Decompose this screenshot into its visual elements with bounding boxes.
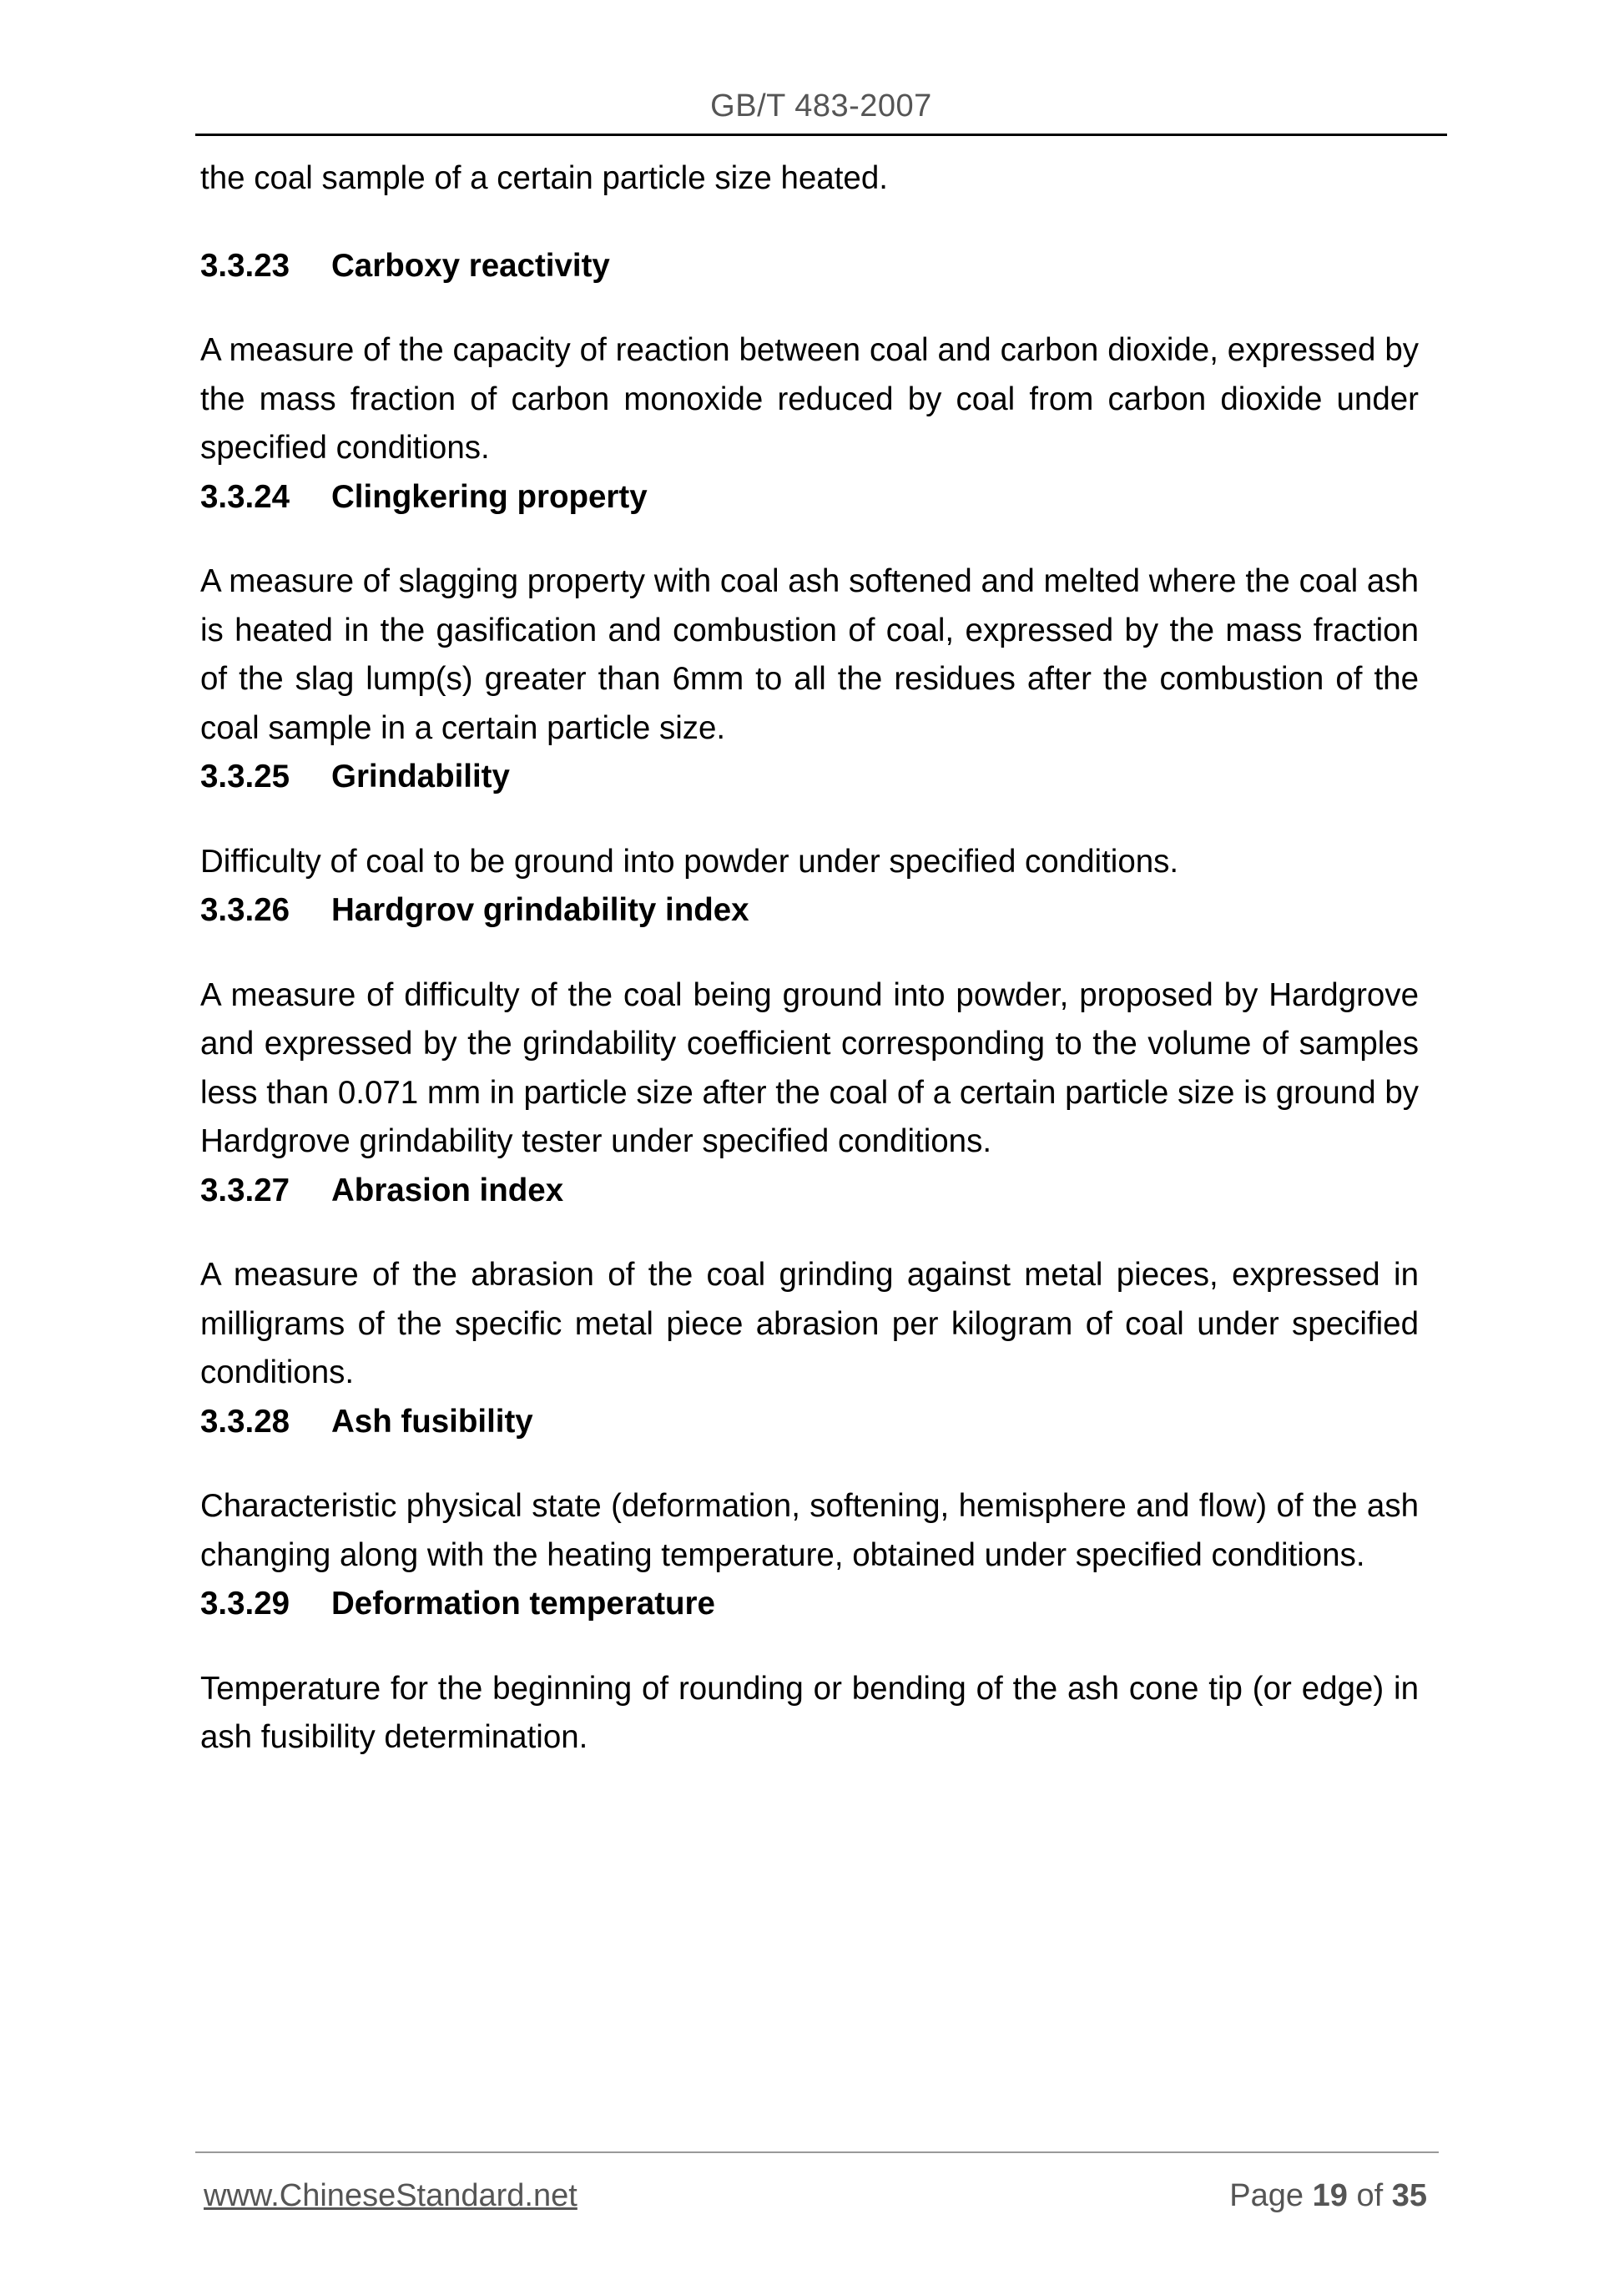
section-number: 3.3.26 (200, 892, 290, 928)
footer-divider (195, 2151, 1439, 2153)
section-definition: A measure of the abrasion of the coal grinding against metal pieces, expressed in milligrams of the specific metal piece abrasion per kilogram of coal under specified conditions. (200, 1257, 1419, 1390)
section-title: Deformation temperature (331, 1586, 715, 1622)
section-title: Ash fusibility (331, 1403, 533, 1440)
section-title: Clingkering property (331, 478, 648, 515)
section-heading (200, 1167, 1419, 1216)
section-definition: A measure of slagging property with coal ash softened and melted where the coal ash is heated in the gasification and combustion of coal, expressed by the mass fraction of the slag lump(s) greater than 6mm to all the residues after the combustion of the coal sample in a certain particle size. (200, 563, 1419, 746)
section-number: 3.3.29 (200, 1586, 290, 1622)
section-number: 3.3.25 (200, 759, 290, 794)
section-3-3-24 (200, 473, 1419, 754)
section-3-3-28 (200, 1398, 1419, 1581)
website-link[interactable]: www.ChineseStandard.net (204, 2178, 577, 2213)
section-title: Hardgrov grindability index (331, 892, 749, 928)
section-3-3-26 (200, 886, 1419, 1167)
section-title: Grindability (331, 759, 510, 794)
section-heading (200, 886, 1419, 936)
section-3-3-25 (200, 753, 1419, 886)
continuation-paragraph: the coal sample of a certain particle size heated. (200, 160, 888, 196)
page-of: of (1356, 2178, 1384, 2213)
section-title: Abrasion index (331, 1172, 564, 1208)
section-definition: Characteristic physical state (deformation, softening, hemisphere and flow) of the ash changing along with the heating temperature, obtained under specified conditions. (200, 1488, 1419, 1573)
section-3-3-27 (200, 1167, 1419, 1398)
page-header (195, 83, 1447, 136)
page-body (200, 154, 1419, 1763)
page-number (1229, 2178, 1427, 2214)
section-title: Carboxy reactivity (331, 247, 610, 284)
section-number: 3.3.28 (200, 1403, 290, 1440)
section-definition: Difficulty of coal to be ground into powder under specified conditions. (200, 843, 1179, 880)
section-heading (200, 753, 1419, 802)
section-number: 3.3.27 (200, 1172, 290, 1208)
section-number: 3.3.23 (200, 247, 290, 284)
section-3-3-29 (200, 1580, 1419, 1763)
section-definition: Temperature for the beginning of rounding or bending of the ash cone tip (or edge) in ash fusibility determination. (200, 1670, 1419, 1755)
section-number: 3.3.24 (200, 478, 290, 515)
page-current: 19 (1312, 2178, 1348, 2213)
section-definition: A measure of difficulty of the coal being ground into powder, proposed by Hardgrove and expressed by the grindability coefficient corresponding to the volume of samples less than 0.071 mm in particle size after the coal of a certain particle size is ground by Hardgrove grindability tester under specified conditions. (200, 976, 1419, 1159)
section-definition: A measure of the capacity of reaction between coal and carbon dioxide, expressed by the mass fraction of carbon monoxide reduced by coal from carbon dioxide under specified conditions. (200, 332, 1419, 466)
section-heading (200, 1580, 1419, 1629)
section-heading (200, 1398, 1419, 1447)
page-total: 35 (1391, 2178, 1427, 2213)
document-code: GB/T 483-2007 (710, 88, 932, 124)
section-3-3-23 (200, 242, 1419, 473)
section-heading (200, 473, 1419, 522)
page-prefix: Page (1229, 2178, 1304, 2213)
section-heading (200, 242, 1419, 291)
